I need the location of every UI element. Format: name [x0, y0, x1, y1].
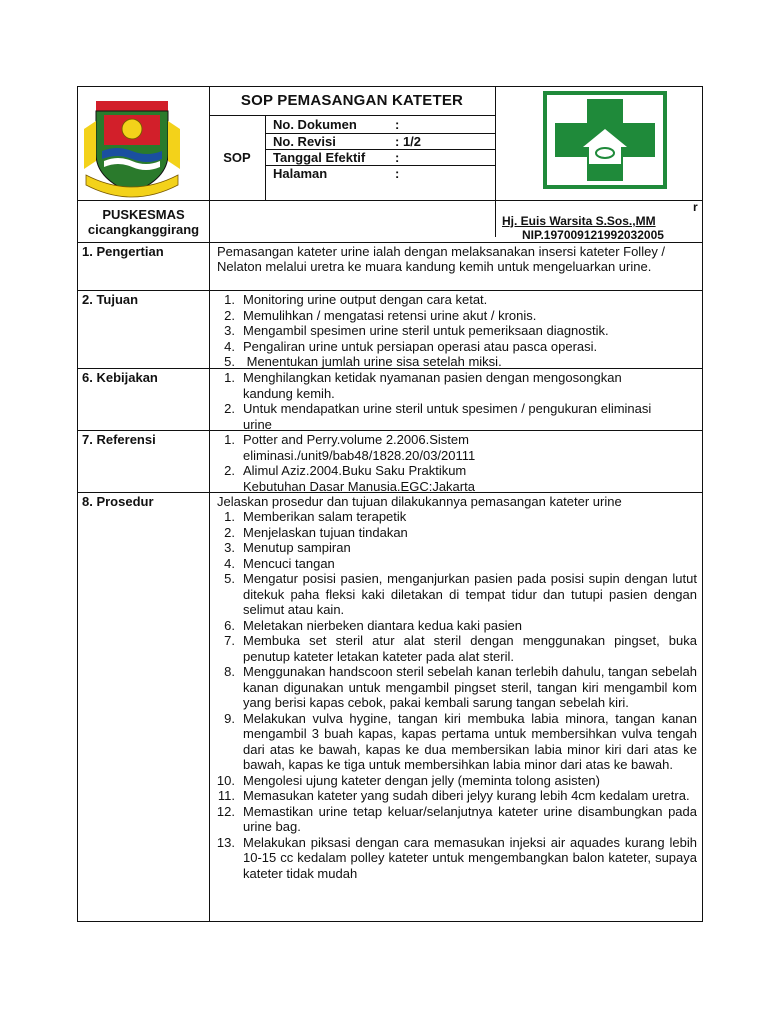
section-label-referensi: 7. Referensi: [82, 432, 156, 447]
section-label-prosedur: 8. Prosedur: [82, 494, 154, 509]
grid-line: [265, 115, 266, 200]
list-item-text: Melakukan vulva hygine, tangan kiri membuka labia minora, tangan kanan mengambil 3 buah kapas, kapas pertama untuk membersihkan vulva tengah dari atas ke bawah, kapas ke dua membersikan labia minor kiri dari atas ke bawah, kapas ke tiga untuk membersihkan labia minor dari atas ke bawah.: [243, 710, 697, 772]
section-label-tujuan: 2. Tujuan: [82, 292, 139, 307]
list-item: [209, 540, 697, 556]
prosedur-intro: Jelaskan prosedur dan tujuan dilakukannya pemasangan kateter urine: [217, 494, 622, 509]
list-item-text: Mengambil spesimen urine steril untuk pemeriksaan diagnostik.: [243, 323, 609, 338]
list-item-text: Melakukan piksasi dengan cara memasukan injeksi air aquades kurang lebih 10-15 cc kedalam polley kateter untuk mengembangkan balon kateter, supaya kateter tidak mudah: [243, 834, 697, 881]
org-name: PUSKESMAS: [102, 207, 185, 222]
list-item: [209, 664, 697, 711]
list-number: 10.: [216, 772, 235, 788]
org-location: cicangkanggirang: [87, 222, 200, 237]
list-number: 5.: [224, 354, 235, 369]
list-item-text: Monitoring urine output dengan cara ketat.: [243, 292, 488, 307]
list-number: 4.: [224, 338, 235, 354]
list-item: [209, 556, 697, 572]
pengertian-text: Pemasangan kateter urine ialah dengan melaksanakan insersi kateter Folley / Nelaton melalui uretra ke muara kandung kemih untuk mengeluarkan urine.: [217, 244, 666, 274]
list-number: 2.: [224, 524, 235, 540]
list-item-text: Menghilangkan ketidak nyamanan pasien dengan mengosongkan kandung kemih.: [243, 370, 622, 401]
list-item: [209, 323, 669, 339]
grid-line: [78, 200, 703, 201]
prosedur-list: [209, 509, 697, 881]
list-number: 2.: [224, 401, 235, 416]
list-number: 7.: [224, 633, 235, 648]
field-label: No. Dokumen: [273, 117, 357, 132]
list-item: [209, 339, 669, 355]
grid-line: [495, 87, 496, 237]
field-value: :: [395, 117, 400, 132]
list-number: 1.: [224, 509, 235, 524]
tujuan-list: [209, 292, 669, 370]
list-item: [209, 292, 669, 308]
list-item-text: Memastikan urine tetap keluar/selanjutnya kateter urine disambungkan pada urine bag.: [243, 803, 697, 834]
list-number: 9.: [224, 710, 235, 726]
list-item-text: Memasukan kateter yang sudah diberi jelyy kurang lebih 4cm kedalam uretra.: [243, 788, 690, 803]
list-item: [209, 354, 669, 370]
list-item: [209, 432, 509, 463]
list-number: 8.: [224, 664, 235, 679]
signatory-name: Hj. Euis Warsita S.Sos.,MM: [502, 214, 656, 228]
list-number: 11.: [217, 788, 235, 803]
sop-label: SOP: [223, 150, 251, 165]
field-label: Halaman: [273, 166, 328, 181]
list-item-text: Menjelaskan tujuan tindakan: [243, 524, 408, 540]
list-item: [209, 525, 697, 541]
list-number: 1.: [224, 370, 235, 385]
list-item: [209, 370, 669, 401]
section-label-kebijakan: 6. Kebijakan: [82, 370, 158, 385]
list-item: [209, 788, 697, 804]
field-label: No. Revisi: [273, 134, 336, 149]
list-number: 3.: [224, 540, 235, 555]
grid-line: [78, 290, 703, 291]
list-item: [209, 509, 697, 525]
list-item: [209, 308, 669, 324]
list-number: 13.: [216, 834, 235, 850]
list-item: [209, 633, 697, 664]
list-number: 1.: [224, 292, 235, 307]
puskesmas-logo: [543, 91, 667, 189]
list-number: 1.: [224, 432, 235, 447]
list-item: [209, 711, 697, 773]
list-number: 6.: [224, 617, 235, 633]
kabupaten-logo: [82, 99, 182, 199]
list-number: 2.: [224, 463, 235, 478]
list-item-text: Menggunakan handscoon steril sebelah kanan terlebih dahulu, tangan sebelah kanan digunakan untuk mengambil pingset steril, tangan kiri mengambil kom yang berisi kapas cebok, pakai kembali sarung tangan sebelah kiri.: [243, 664, 697, 710]
signature-mark: r: [693, 200, 698, 214]
field-value: :: [395, 166, 400, 181]
list-item-text: Menutup sampiran: [243, 540, 351, 555]
page-title: SOP PEMASANGAN KATETER: [240, 92, 464, 109]
list-item: [209, 401, 669, 432]
field-label: Tanggal Efektif: [273, 150, 366, 165]
list-number: 12.: [216, 803, 235, 819]
list-item-text: Alimul Aziz.2004.Buku Saku Praktikum Kebutuhan Dasar Manusia.EGC:Jakarta: [243, 463, 475, 494]
list-item-text: Memulihkan / mengatasi retensi urine akut / kronis.: [243, 307, 537, 323]
list-item: [209, 835, 697, 882]
list-item-text: Mencuci tangan: [243, 555, 335, 571]
list-item-text: Meletakan nierbeken diantara kedua kaki pasien: [243, 617, 522, 633]
kebijakan-list: [209, 370, 669, 432]
section-label-pengertian: 1. Pengertian: [82, 244, 164, 259]
list-item-text: Potter and Perry.volume 2.2006.Sistem eliminasi./unit9/bab48/1828.20/03/20111: [243, 432, 476, 463]
list-number: 2.: [224, 307, 235, 323]
list-item-text: Memberikan salam terapetik: [243, 509, 407, 524]
list-item-text: Pengaliran urine untuk persiapan operasi atau pasca operasi.: [243, 338, 598, 354]
list-number: 3.: [224, 323, 235, 338]
list-item-text: Mengolesi ujung kateter dengan jelly (meminta tolong asisten): [243, 772, 600, 788]
list-item: [209, 773, 697, 789]
list-item-text: Mengatur posisi pasien, menganjurkan pasien pada posisi supin dengan lutut ditekuk paha fleksi kaki diletakan di tempat tidur dan tutupi pasien dengan selimut atau kain.: [243, 571, 697, 617]
list-item: [209, 463, 509, 494]
list-number: 4.: [224, 555, 235, 571]
list-item-text: Menentukan jumlah urine sisa setelah miksi.: [243, 354, 502, 369]
field-value: :: [395, 150, 400, 165]
list-item: [209, 571, 697, 618]
signatory-nip: NIP.197009121992032005: [522, 228, 664, 242]
list-item-text: Untuk mendapatkan urine steril untuk spesimen / pengukuran eliminasi urine: [243, 401, 652, 432]
sop-document: [77, 86, 703, 922]
field-value: : 1/2: [395, 134, 422, 149]
list-item: [209, 618, 697, 634]
list-number: 5.: [224, 571, 235, 586]
list-item-text: Membuka set steril atur alat steril dengan menggunakan pingset, buka penutup kateter letakan kateter pada alat steril.: [243, 633, 697, 664]
list-item: [209, 804, 697, 835]
referensi-list: [209, 432, 509, 494]
